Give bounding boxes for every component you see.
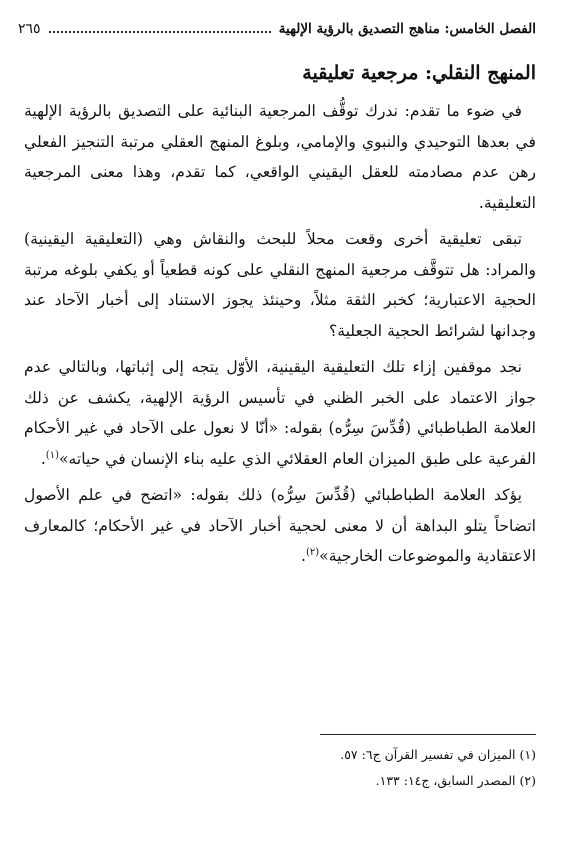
section-heading: المنهج النقلي: مرجعية تعليقية xyxy=(302,62,536,84)
paragraph-text: تبقى تعليقية أخرى وقعت محلاً للبحث والنقاش وهي (التعليقية اليقينية) والمراد: هل تتوقَّف مرجعية المنهج النقلي على كونه قطعياً أو يكفي بلوغه مرتبة الحجية الاعتبارية؛ كخبر الثقة مثلاً، وحينئذ يجوز الاستناد إلى أخبار الآحاد عند وجدانها لشرائط الحجية الجعلية؟ xyxy=(24,230,536,340)
footnote-reference[interactable]: (٢) xyxy=(305,546,320,558)
paragraph xyxy=(24,96,536,218)
paragraph: يؤكد العلامة الطباطبائي (قُدِّسَ سِرُّه) ذلك بقوله: «اتضح في علم الأصول اتضاحاً يتلو البداهة أن لا معنى لحجية أخبار الآحاد في غير الأحكام؛ كالمعارف الاعتقادية والموضوعات الخارجية»$^{(٢)}$. xyxy=(24,486,536,565)
body-text xyxy=(24,96,536,578)
footnote-separator xyxy=(320,734,536,735)
paragraph-text: نجد موقفين إزاء تلك التعليقية اليقينية، الأوّل يتجه إلى إثباتها، وبالتالي عدم جواز الاعتماد على الخبر الظني في تأسيس الرؤية الإلهية، يكشف عن ذلك العلامة الطباطبائي (قُدِّسَ سِرُّه) بقوله: «أنّا لا نعول على الآحاد في غير الأحكام الفرعية على طبق الميزان العام العقلائي الذي عليه بناء الإنسان في حياته» xyxy=(24,358,536,468)
paragraph-text: يؤكد العلامة الطباطبائي (قُدِّسَ سِرُّه) ذلك بقوله: «اتضح في علم الأصول اتضاحاً يتلو البداهة أن لا معنى لحجية أخبار الآحاد في غير الأحكام؛ كالمعارف الاعتقادية والموضوعات الخارجية» xyxy=(24,486,536,565)
paragraph-text: في ضوء ما تقدم: ندرك توقُّف المرجعية البنائية على التصديق بالرؤية الإلهية في بعدها التوحيدي والنبوي والإمامي، وبلوغ المنهج العقلي مرتبة التنجيز الفعلي رهن عدم مصادمته للعقل اليقيني الواقعي، كما تقدم، وهذا معنى المرجعية التعليقية. xyxy=(24,102,536,212)
running-head-title: الفصل الخامس: مناهج التصديق بالرؤية الإلهية xyxy=(278,21,536,37)
footnotes xyxy=(24,742,536,794)
page-number: ٢٦٥ xyxy=(18,21,41,37)
footnote-reference[interactable]: (١) xyxy=(45,449,59,461)
paragraph xyxy=(24,224,536,346)
paragraph: نجد موقفين إزاء تلك التعليقية اليقينية، الأوّل يتجه إلى إثباتها، وبالتالي عدم جواز الاعتماد على الخبر الظني في تأسيس الرؤية الإلهية، يكشف عن ذلك العلامة الطباطبائي (قُدِّسَ سِرُّه) بقوله: «أنّا لا نعول على الآحاد في غير الأحكام الفرعية على طبق الميزان العام العقلائي الذي عليه بناء الإنسان في حياته»$^{(١)}$. xyxy=(24,358,536,468)
footnote-item: (١) الميزان في تفسير القرآن ج٦: ٥٧. xyxy=(340,747,536,762)
dotted-leader xyxy=(49,30,271,33)
running-head xyxy=(18,14,536,38)
footnote-item: (٢) المصدر السابق، ج١٤: ١٣٣. xyxy=(375,773,536,788)
